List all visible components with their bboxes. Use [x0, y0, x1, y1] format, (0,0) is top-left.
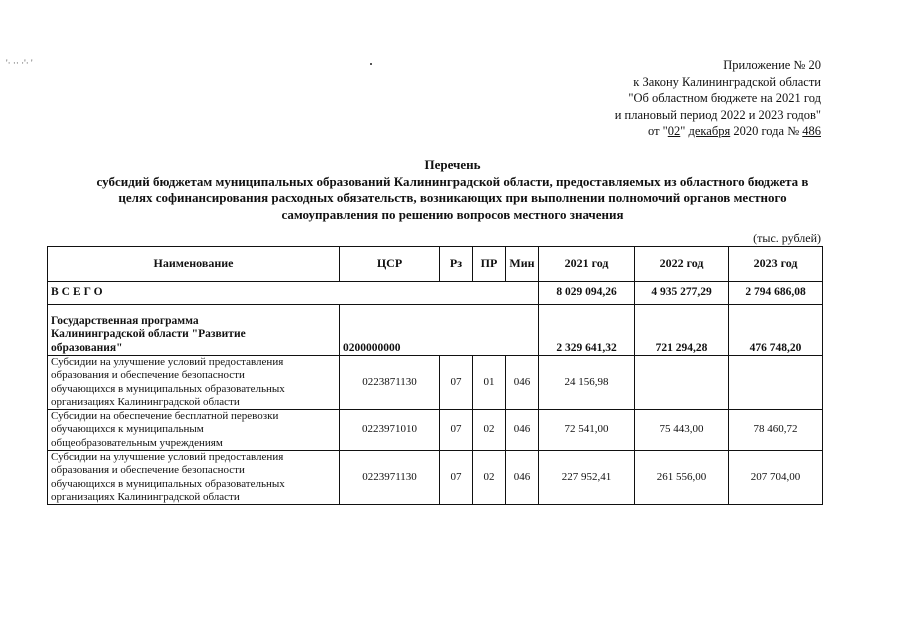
units-label: (тыс. рублей) [753, 231, 821, 245]
col-header-2022: 2022 год [635, 247, 729, 282]
program-2023: 476 748,20 [729, 305, 823, 356]
col-header-name: Наименование [48, 247, 340, 282]
col-header-rz: Рз [440, 247, 473, 282]
row-min: 046 [506, 356, 539, 410]
program-name-line: образования" [51, 341, 123, 354]
row-2023: 207 704,00 [729, 451, 823, 505]
row-name-line: обучающихся к муниципальным [51, 423, 204, 436]
program-2022: 721 294,28 [635, 305, 729, 356]
program-name-line: Государственная программа [51, 314, 199, 327]
row-rz: 07 [440, 356, 473, 410]
row-csr: 0223971010 [340, 410, 440, 451]
total-2023: 2 794 686,08 [729, 282, 823, 305]
row-2023: 78 460,72 [729, 410, 823, 451]
title-line-1: субсидий бюджетам муниципальных образований Калининградской области, предоставляемых из областного бюджета в [96, 173, 809, 189]
col-header-csr: ЦСР [340, 247, 440, 282]
row-csr: 0223971130 [340, 451, 440, 505]
table-row [48, 451, 823, 505]
appendix-header [615, 57, 821, 140]
law-title-1: "Об областном бюджете на 2021 год [628, 91, 821, 105]
row-name-line: Субсидии на обеспечение бесплатной перевозки [51, 410, 279, 423]
row-min: 046 [506, 451, 539, 505]
row-2021: 24 156,98 [539, 356, 635, 410]
col-header-min: Мин [506, 247, 539, 282]
row-name-line: Субсидии на улучшение условий предоставления [51, 451, 284, 464]
program-row [48, 305, 823, 356]
program-name [48, 305, 340, 356]
law-reference: к Закону Калининградской области [633, 74, 821, 89]
row-name-line: организациях Калининградской области [51, 395, 240, 408]
row-2021: 227 952,41 [539, 451, 635, 505]
program-2021: 2 329 641,32 [539, 305, 635, 356]
row-pr: 02 [473, 410, 506, 451]
row-csr: 0223871130 [340, 356, 440, 410]
row-2023 [729, 356, 823, 410]
total-2021: 8 029 094,26 [539, 282, 635, 305]
law-title-2: и плановый период 2022 и 2023 годов" [614, 107, 821, 122]
table-header-row [48, 247, 823, 282]
row-name-line: обучающихся в муниципальных образовательных [51, 477, 285, 490]
law-date: от "02" декабря 2020 года № 486 [647, 124, 821, 138]
total-label: ВСЕГО [48, 282, 539, 305]
row-rz: 07 [440, 410, 473, 451]
row-name [48, 451, 340, 505]
title-line-3: самоуправления по решению вопросов местного значения [281, 206, 624, 222]
row-2021: 72 541,00 [539, 410, 635, 451]
subsidies-table [47, 246, 823, 505]
program-name-line: Калининградской области "Развитие [51, 328, 246, 340]
row-name-line: общеобразовательным учреждениям [51, 436, 223, 449]
row-rz: 07 [440, 451, 473, 505]
row-pr: 02 [473, 451, 506, 505]
row-name-line: обучающихся в муниципальных образовательных [51, 382, 285, 395]
row-name-line: образования и обеспечение безопасности [51, 464, 245, 477]
col-header-2023: 2023 год [729, 247, 823, 282]
program-csr: 0200000000 [340, 305, 539, 356]
row-name-line: организациях Калининградской области [51, 490, 240, 503]
table-row [48, 410, 823, 451]
title-line-2: целях софинансирования расходных обязательств, возникающих при выполнении полномочий органов местного [118, 190, 787, 205]
col-header-2021: 2021 год [539, 247, 635, 282]
row-name-line: Субсидии на улучшение условий предоставления [51, 356, 284, 368]
row-2022: 261 556,00 [635, 451, 729, 505]
scan-artifact: '· ·· ·'· ' [6, 58, 33, 68]
appendix-number: Приложение № 20 [723, 58, 821, 72]
table-row [48, 356, 823, 410]
total-2022: 4 935 277,29 [635, 282, 729, 305]
row-2022 [635, 356, 729, 410]
row-name-line: образования и обеспечение безопасности [51, 369, 245, 382]
title-heading: Перечень [424, 157, 481, 172]
row-pr: 01 [473, 356, 506, 410]
document-title [40, 157, 865, 223]
col-header-pr: ПР [473, 247, 506, 282]
scan-dot [370, 63, 372, 65]
row-name [48, 356, 340, 410]
row-2022: 75 443,00 [635, 410, 729, 451]
total-row [48, 282, 823, 305]
row-min: 046 [506, 410, 539, 451]
row-name [48, 410, 340, 451]
